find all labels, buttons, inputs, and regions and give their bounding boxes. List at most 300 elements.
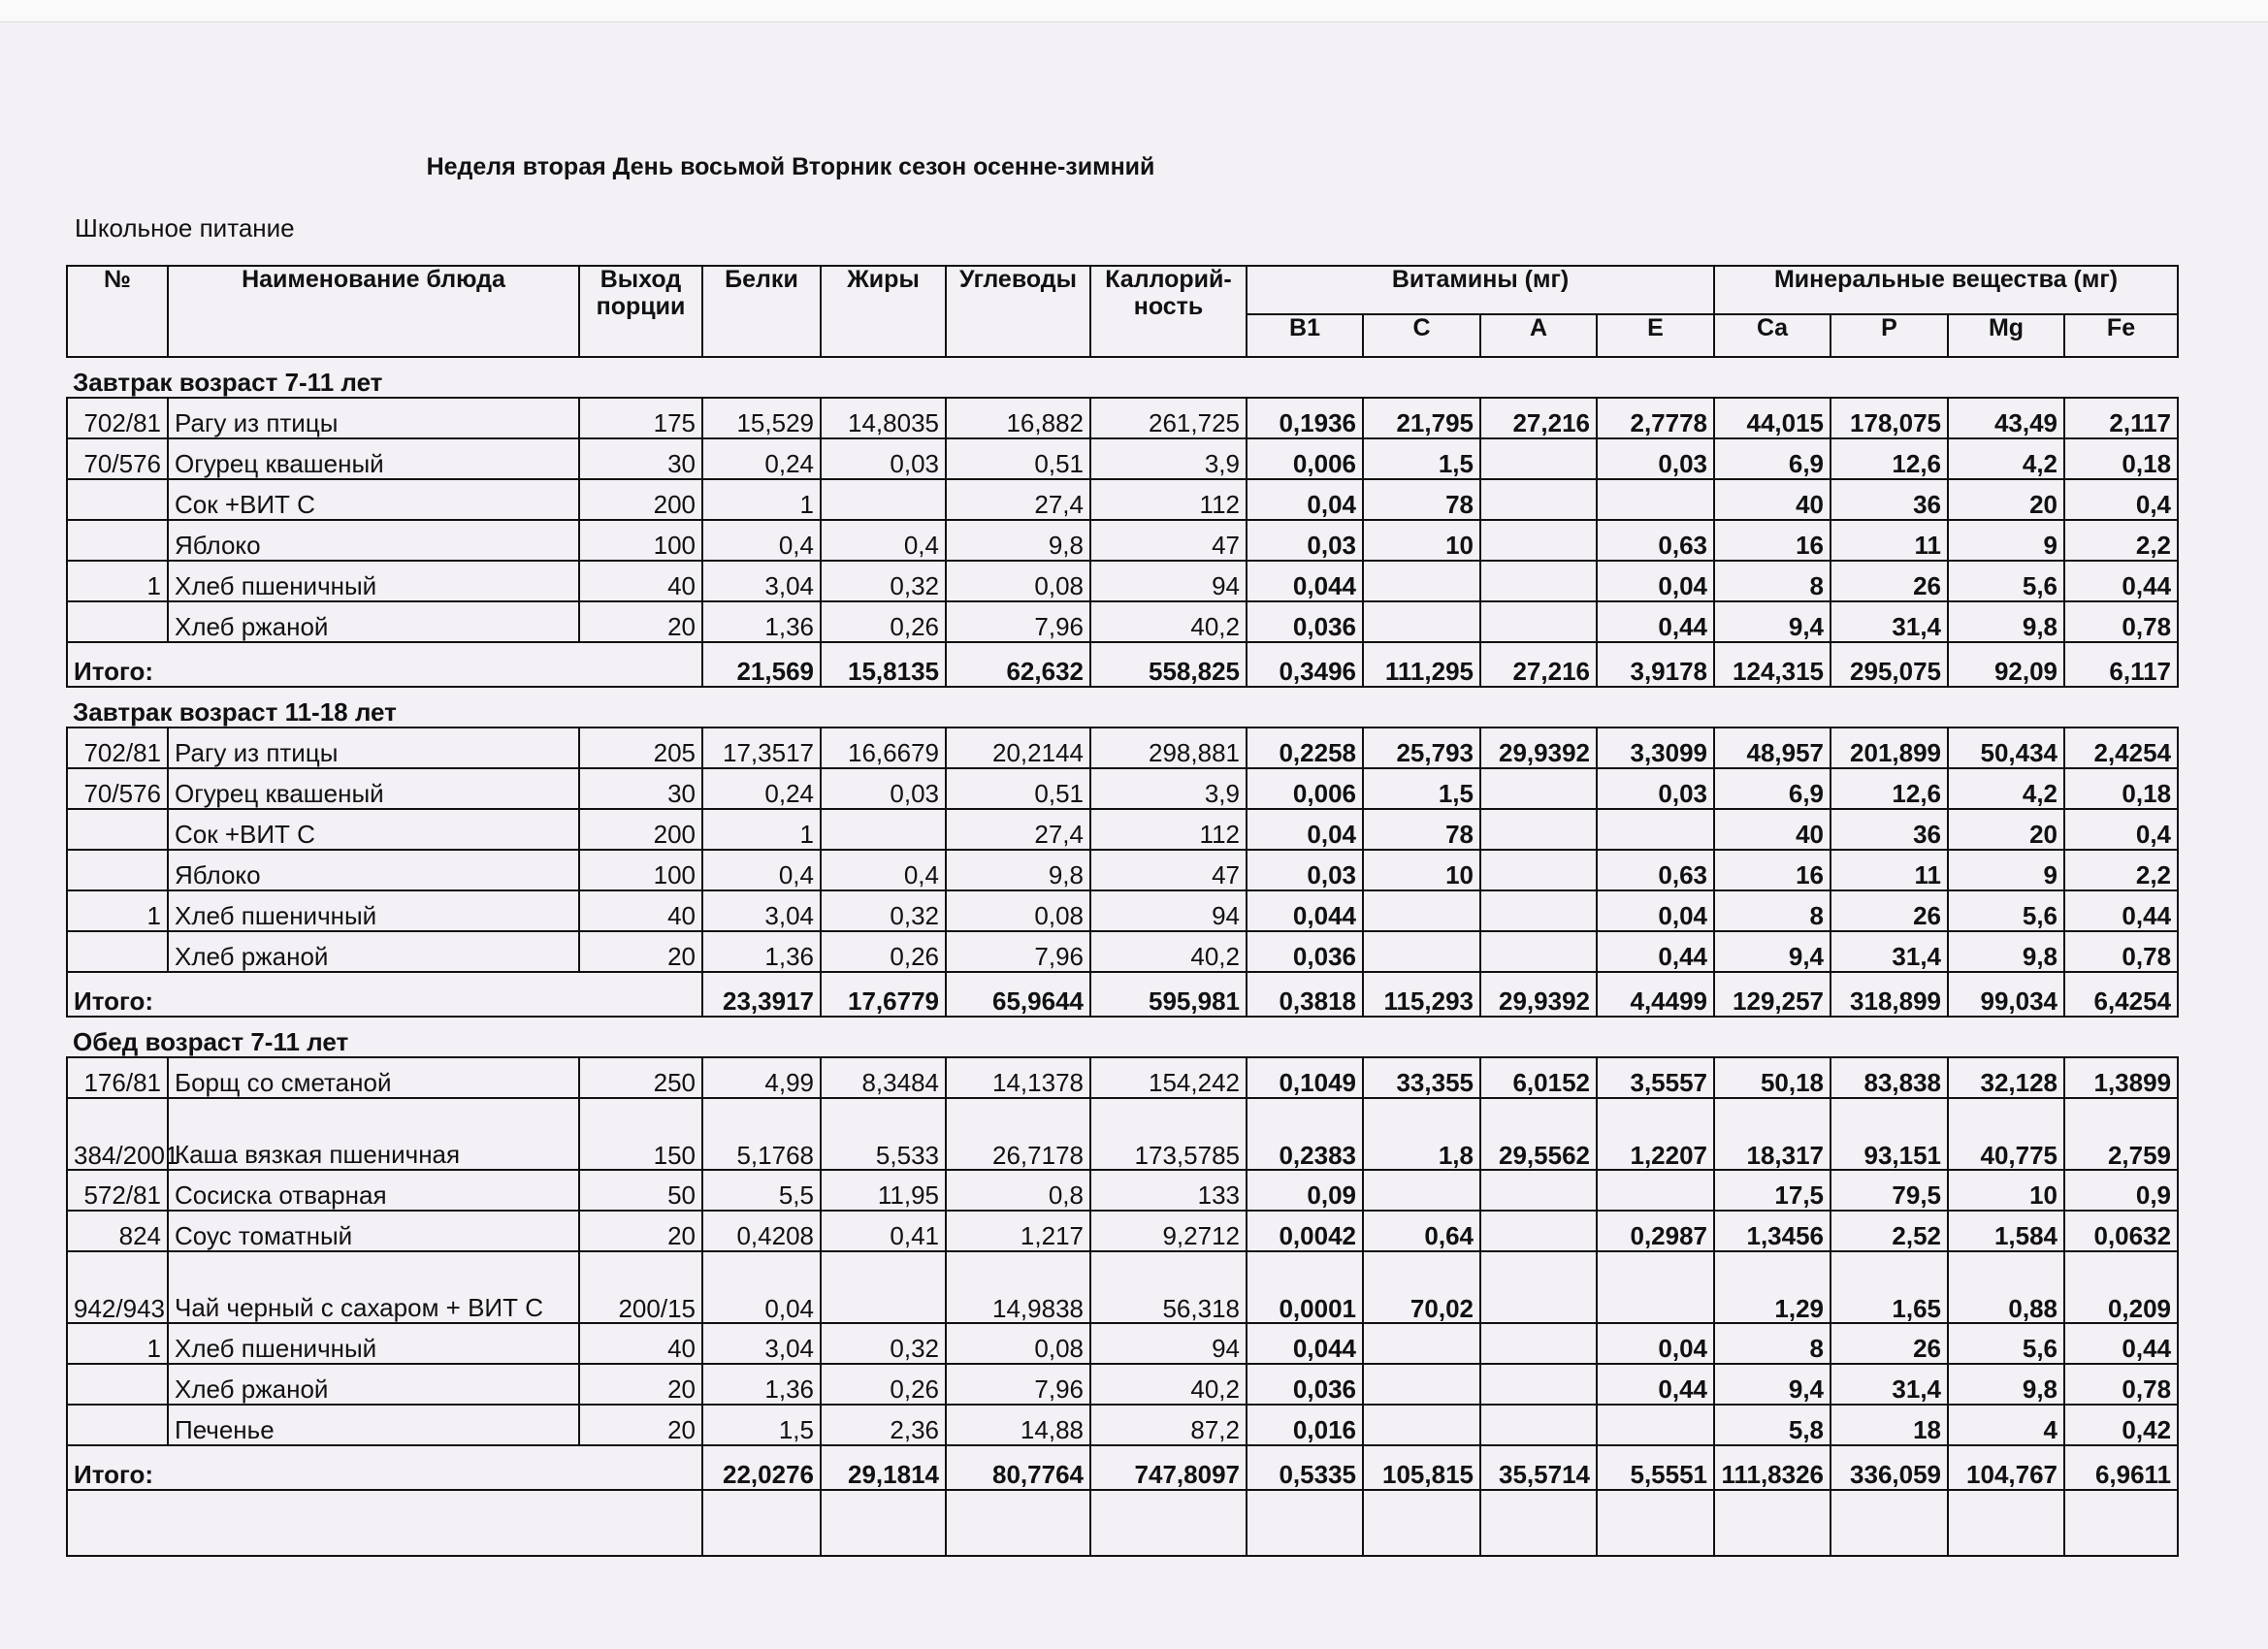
table-cell: 0,04: [1597, 890, 1714, 931]
table-row: [67, 1251, 2178, 1323]
table-cell: 0,18: [2064, 768, 2178, 809]
table-cell: 9,8: [1948, 1364, 2064, 1405]
table-row: [67, 601, 2178, 642]
table-cell: 2,36: [821, 1405, 946, 1445]
table-cell: 0,03: [1247, 520, 1363, 561]
table-cell: 9: [1948, 850, 2064, 890]
dish-name: Чай черный с сахаром + ВИТ С: [168, 1251, 579, 1323]
recipe-number: [67, 931, 168, 972]
total-cell: 5,5551: [1597, 1445, 1714, 1490]
recipe-number: [67, 520, 168, 561]
table-cell: 0,006: [1247, 768, 1363, 809]
dish-name: Сок +ВИТ С: [168, 479, 579, 520]
table-cell: 78: [1363, 809, 1480, 850]
section-title: Завтрак возраст 11-18 лет: [73, 697, 397, 728]
total-cell: 104,767: [1948, 1445, 2064, 1490]
table-cell: 12,6: [1831, 768, 1948, 809]
table-cell: 0,2987: [1597, 1211, 1714, 1251]
table-cell: [1363, 1323, 1480, 1364]
recipe-number: [67, 1364, 168, 1405]
dish-name: Огурец квашеный: [168, 768, 579, 809]
table-cell: 36: [1831, 479, 1948, 520]
table-cell: 3,04: [702, 890, 821, 931]
empty-cell: [1090, 1490, 1247, 1556]
table-cell: 3,3099: [1597, 728, 1714, 768]
table-cell: 0,0042: [1247, 1211, 1363, 1251]
total-cell: 15,8135: [821, 642, 946, 687]
dish-name: Огурец квашеный: [168, 438, 579, 479]
table-cell: 5,533: [821, 1098, 946, 1170]
empty-cell: [1597, 1490, 1714, 1556]
table-cell: 0,2258: [1247, 728, 1363, 768]
table-cell: 3,5557: [1597, 1057, 1714, 1098]
table-cell: 11: [1831, 850, 1948, 890]
total-cell: 6,9611: [2064, 1445, 2178, 1490]
total-cell: 0,3496: [1247, 642, 1363, 687]
table-cell: 78: [1363, 479, 1480, 520]
empty-cell: [1714, 1490, 1831, 1556]
table-cell: 0,04: [702, 1251, 821, 1323]
table-cell: 40: [579, 561, 702, 601]
table-cell: 173,5785: [1090, 1098, 1247, 1170]
table-cell: 83,838: [1831, 1057, 1948, 1098]
table-cell: [1363, 1405, 1480, 1445]
total-cell: 92,09: [1948, 642, 2064, 687]
dish-name: Сок +ВИТ С: [168, 809, 579, 850]
total-cell: 29,9392: [1480, 972, 1597, 1017]
total-cell: 595,981: [1090, 972, 1247, 1017]
table-cell: 0,044: [1247, 1323, 1363, 1364]
recipe-number: 384/2001: [67, 1098, 168, 1170]
table-cell: 20: [579, 1364, 702, 1405]
table-cell: 10: [1948, 1170, 2064, 1211]
table-cell: 87,2: [1090, 1405, 1247, 1445]
table-cell: 0,016: [1247, 1405, 1363, 1445]
table-cell: 0,1049: [1247, 1057, 1363, 1098]
table-cell: 29,5562: [1480, 1098, 1597, 1170]
table-cell: 112: [1090, 809, 1247, 850]
table-cell: 5,6: [1948, 1323, 2064, 1364]
table-cell: [1480, 931, 1597, 972]
table-cell: 0,1936: [1247, 398, 1363, 438]
table-cell: 100: [579, 520, 702, 561]
empty-cell: [1247, 1490, 1363, 1556]
table-cell: 261,725: [1090, 398, 1247, 438]
table-cell: 0,26: [821, 601, 946, 642]
table-cell: 1,29: [1714, 1251, 1831, 1323]
recipe-number: [67, 809, 168, 850]
table-cell: 1,36: [702, 601, 821, 642]
table-cell: 27,4: [946, 809, 1090, 850]
table-cell: 3,04: [702, 561, 821, 601]
table-cell: 0,88: [1948, 1251, 2064, 1323]
empty-cell: [1363, 1490, 1480, 1556]
table-row: [67, 438, 2178, 479]
table-cell: 5,6: [1948, 561, 2064, 601]
table-row: [67, 1211, 2178, 1251]
table-cell: 150: [579, 1098, 702, 1170]
table-cell: 205: [579, 728, 702, 768]
recipe-number: [67, 1405, 168, 1445]
table-cell: 0,03: [821, 438, 946, 479]
table-row: [67, 520, 2178, 561]
table-cell: 6,9: [1714, 438, 1831, 479]
recipe-number: [67, 850, 168, 890]
table-cell: 31,4: [1831, 931, 1948, 972]
table-cell: 0,18: [2064, 438, 2178, 479]
total-cell: 35,5714: [1480, 1445, 1597, 1490]
table-cell: 0,9: [2064, 1170, 2178, 1211]
table-cell: 8: [1714, 1323, 1831, 1364]
table-row: [67, 561, 2178, 601]
table-cell: [821, 809, 946, 850]
section-title: Завтрак возраст 7-11 лет: [73, 368, 383, 398]
total-label: Итого:: [67, 1445, 579, 1490]
table-cell: 6,0152: [1480, 1057, 1597, 1098]
total-cell: 318,899: [1831, 972, 1948, 1017]
total-cell: 29,1814: [821, 1445, 946, 1490]
table-cell: 44,015: [1714, 398, 1831, 438]
table-cell: 40: [1714, 479, 1831, 520]
table-cell: [1363, 601, 1480, 642]
table-row: [67, 1170, 2178, 1211]
table-cell: 26: [1831, 1323, 1948, 1364]
table-cell: [821, 1251, 946, 1323]
table-cell: [1480, 768, 1597, 809]
header-vit-c: C: [1363, 314, 1480, 357]
table-cell: 0,78: [2064, 601, 2178, 642]
table-cell: 20: [1948, 809, 2064, 850]
table-cell: 0,4: [2064, 479, 2178, 520]
table-row: [67, 931, 2178, 972]
table-cell: 0,09: [1247, 1170, 1363, 1211]
table-cell: 7,96: [946, 931, 1090, 972]
header-no: №: [67, 266, 168, 357]
table-cell: 70,02: [1363, 1251, 1480, 1323]
table-cell: 17,5: [1714, 1170, 1831, 1211]
dish-name: Хлеб пшеничный: [168, 1323, 579, 1364]
table-cell: 0,044: [1247, 890, 1363, 931]
recipe-number: 176/81: [67, 1057, 168, 1098]
table-cell: 112: [1090, 479, 1247, 520]
table-cell: 2,2: [2064, 850, 2178, 890]
table-cell: 0,4: [821, 520, 946, 561]
header-minerals: Минеральные вещества (мг): [1714, 266, 2178, 314]
recipe-number: 702/81: [67, 398, 168, 438]
empty-cell: [1831, 1490, 1948, 1556]
table-cell: 0,32: [821, 561, 946, 601]
table-cell: 5,1768: [702, 1098, 821, 1170]
dish-name: Хлеб пшеничный: [168, 890, 579, 931]
table-cell: 14,88: [946, 1405, 1090, 1445]
table-cell: 16: [1714, 850, 1831, 890]
table-cell: 0,44: [1597, 1364, 1714, 1405]
recipe-number: 70/576: [67, 768, 168, 809]
table-cell: [1363, 1364, 1480, 1405]
table-cell: 0,44: [1597, 601, 1714, 642]
total-cell: 6,117: [2064, 642, 2178, 687]
section-title: Обед возраст 7-11 лет: [73, 1027, 349, 1057]
table-cell: 40: [1714, 809, 1831, 850]
table-cell: 0,04: [1597, 1323, 1714, 1364]
table-row: [67, 398, 2178, 438]
table-cell: 27,216: [1480, 398, 1597, 438]
header-vit-a: A: [1480, 314, 1597, 357]
table-cell: 0,08: [946, 561, 1090, 601]
table-cell: 1,36: [702, 1364, 821, 1405]
table-cell: 56,318: [1090, 1251, 1247, 1323]
table-cell: 0,32: [821, 1323, 946, 1364]
table-cell: [1480, 561, 1597, 601]
table-cell: 1,3456: [1714, 1211, 1831, 1251]
total-cell: 0,5335: [1247, 1445, 1363, 1490]
total-blank-cell: [579, 972, 702, 1017]
table-cell: 11: [1831, 520, 1948, 561]
table-cell: 48,957: [1714, 728, 1831, 768]
table-cell: 0,4: [2064, 809, 2178, 850]
table-cell: 15,529: [702, 398, 821, 438]
table-cell: 7,96: [946, 1364, 1090, 1405]
total-cell: 27,216: [1480, 642, 1597, 687]
table-cell: 9,8: [1948, 601, 2064, 642]
table-cell: 0,8: [946, 1170, 1090, 1211]
table-cell: 9,2712: [1090, 1211, 1247, 1251]
total-cell: 129,257: [1714, 972, 1831, 1017]
table-cell: [1480, 1364, 1597, 1405]
total-cell: 22,0276: [702, 1445, 821, 1490]
table-cell: 2,7778: [1597, 398, 1714, 438]
header-vit-e: E: [1597, 314, 1714, 357]
table-cell: 26: [1831, 890, 1948, 931]
header-min-ca: Ca: [1714, 314, 1831, 357]
table-cell: 0,51: [946, 768, 1090, 809]
total-blank-cell: [579, 1445, 702, 1490]
table-cell: 178,075: [1831, 398, 1948, 438]
table-row: [67, 768, 2178, 809]
table-row: [67, 890, 2178, 931]
table-cell: 154,242: [1090, 1057, 1247, 1098]
table-cell: 1: [702, 479, 821, 520]
table-cell: 0,4: [702, 850, 821, 890]
table-cell: 0,44: [2064, 1323, 2178, 1364]
table-cell: [1480, 850, 1597, 890]
recipe-number: 1: [67, 890, 168, 931]
table-cell: 0,44: [2064, 561, 2178, 601]
table-cell: 175: [579, 398, 702, 438]
table-cell: 0,03: [1597, 438, 1714, 479]
table-row: [67, 809, 2178, 850]
table-cell: [1597, 1405, 1714, 1445]
table-cell: 0,44: [1597, 931, 1714, 972]
table-cell: 0,036: [1247, 931, 1363, 972]
table-cell: 0,036: [1247, 601, 1363, 642]
total-cell: 6,4254: [2064, 972, 2178, 1017]
dish-name: Хлеб ржаной: [168, 1364, 579, 1405]
scan-top-edge: [0, 0, 2268, 22]
table-cell: [1480, 1405, 1597, 1445]
table-cell: 14,1378: [946, 1057, 1090, 1098]
table-cell: 32,128: [1948, 1057, 2064, 1098]
table-cell: 11,95: [821, 1170, 946, 1211]
table-cell: 0,24: [702, 768, 821, 809]
header-min-mg: Mg: [1948, 314, 2064, 357]
table-cell: 0,08: [946, 890, 1090, 931]
table-cell: 40,2: [1090, 601, 1247, 642]
table-row: [67, 850, 2178, 890]
dish-name: Яблоко: [168, 850, 579, 890]
table-cell: 0,4208: [702, 1211, 821, 1251]
header-min-p: P: [1831, 314, 1948, 357]
recipe-number: 1: [67, 561, 168, 601]
table-cell: [1480, 1323, 1597, 1364]
table-cell: 1,2207: [1597, 1098, 1714, 1170]
table-cell: 0,63: [1597, 520, 1714, 561]
table-cell: 26: [1831, 561, 1948, 601]
dish-name: Хлеб ржаной: [168, 601, 579, 642]
table-cell: [1597, 479, 1714, 520]
table-cell: 1,217: [946, 1211, 1090, 1251]
table-cell: 40,2: [1090, 931, 1247, 972]
table-cell: 40: [579, 890, 702, 931]
table-cell: 2,2: [2064, 520, 2178, 561]
table-cell: 5,8: [1714, 1405, 1831, 1445]
empty-cell: [946, 1490, 1090, 1556]
table-cell: 2,4254: [2064, 728, 2178, 768]
table-cell: 40,2: [1090, 1364, 1247, 1405]
table-cell: 9,8: [1948, 931, 2064, 972]
table-cell: 21,795: [1363, 398, 1480, 438]
total-cell: 0,3818: [1247, 972, 1363, 1017]
total-cell: 747,8097: [1090, 1445, 1247, 1490]
empty-cell: [2064, 1490, 2178, 1556]
table-cell: 3,04: [702, 1323, 821, 1364]
table-cell: 7,96: [946, 601, 1090, 642]
table-cell: 0,03: [1247, 850, 1363, 890]
total-cell: 4,4499: [1597, 972, 1714, 1017]
section-title-row: [67, 1017, 2178, 1057]
table-cell: 94: [1090, 561, 1247, 601]
table-cell: 4: [1948, 1405, 2064, 1445]
table-cell: [1363, 1170, 1480, 1211]
table-cell: 1,584: [1948, 1211, 2064, 1251]
empty-cell: [1948, 1490, 2064, 1556]
dish-name: Хлеб ржаной: [168, 931, 579, 972]
total-cell: 99,034: [1948, 972, 2064, 1017]
table-cell: 17,3517: [702, 728, 821, 768]
table-cell: 3,9: [1090, 768, 1247, 809]
table-cell: 25,793: [1363, 728, 1480, 768]
table-cell: 0,26: [821, 931, 946, 972]
table-cell: 0,51: [946, 438, 1090, 479]
table-cell: 9,8: [946, 520, 1090, 561]
table-cell: [1363, 890, 1480, 931]
nutrition-table: [66, 265, 2179, 1557]
table-cell: 0,209: [2064, 1251, 2178, 1323]
header-fat: Жиры: [821, 266, 946, 357]
total-cell: 62,632: [946, 642, 1090, 687]
table-cell: 4,99: [702, 1057, 821, 1098]
table-cell: 14,8035: [821, 398, 946, 438]
table-cell: [1480, 479, 1597, 520]
table-body: [67, 357, 2178, 1556]
table-cell: 27,4: [946, 479, 1090, 520]
table-cell: 0,036: [1247, 1364, 1363, 1405]
table-cell: 200: [579, 479, 702, 520]
table-cell: 16,882: [946, 398, 1090, 438]
table-cell: 0,08: [946, 1323, 1090, 1364]
table-cell: 29,9392: [1480, 728, 1597, 768]
table-cell: 47: [1090, 850, 1247, 890]
header-min-fe: Fe: [2064, 314, 2178, 357]
total-label: Итого:: [67, 642, 579, 687]
table-cell: 0,04: [1247, 479, 1363, 520]
total-blank-cell: [579, 642, 702, 687]
dish-name: Соус томатный: [168, 1211, 579, 1251]
table-cell: 0,044: [1247, 561, 1363, 601]
table-cell: 10: [1363, 850, 1480, 890]
table-cell: 0,006: [1247, 438, 1363, 479]
empty-cell: [1480, 1490, 1597, 1556]
table-cell: 8: [1714, 890, 1831, 931]
table-cell: 0,78: [2064, 931, 2178, 972]
table-cell: 0,42: [2064, 1405, 2178, 1445]
empty-cell: [67, 1490, 702, 1556]
table-cell: [1480, 520, 1597, 561]
table-cell: 0,04: [1247, 809, 1363, 850]
empty-cell: [821, 1490, 946, 1556]
table-cell: 0,26: [821, 1364, 946, 1405]
total-row: [67, 972, 2178, 1017]
header-vit-b1: B1: [1247, 314, 1363, 357]
total-cell: 21,569: [702, 642, 821, 687]
total-cell: 3,9178: [1597, 642, 1714, 687]
table-cell: 1,3899: [2064, 1057, 2178, 1098]
page-subtitle: Школьное питание: [75, 213, 295, 242]
table-cell: 30: [579, 768, 702, 809]
table-cell: 50,18: [1714, 1057, 1831, 1098]
table-cell: 201,899: [1831, 728, 1948, 768]
table-cell: 100: [579, 850, 702, 890]
dish-name: Рагу из птицы: [168, 398, 579, 438]
table-cell: 2,117: [2064, 398, 2178, 438]
table-cell: 0,03: [1597, 768, 1714, 809]
table-cell: 0,64: [1363, 1211, 1480, 1251]
empty-row: [67, 1490, 2178, 1556]
table-cell: 1,65: [1831, 1251, 1948, 1323]
table-cell: 8: [1714, 561, 1831, 601]
table-cell: 18: [1831, 1405, 1948, 1445]
dish-name: Печенье: [168, 1405, 579, 1445]
recipe-number: 572/81: [67, 1170, 168, 1211]
table-cell: 3,9: [1090, 438, 1247, 479]
table-cell: 40,775: [1948, 1098, 2064, 1170]
table-cell: [1480, 809, 1597, 850]
table-cell: [1480, 890, 1597, 931]
table-cell: 94: [1090, 1323, 1247, 1364]
dish-name: Яблоко: [168, 520, 579, 561]
section-title-row: [67, 687, 2178, 728]
table-cell: 250: [579, 1057, 702, 1098]
table-cell: 200: [579, 809, 702, 850]
header-vitamins: Витамины (мг): [1247, 266, 1714, 314]
table-cell: [1480, 438, 1597, 479]
table-cell: [821, 479, 946, 520]
table-cell: [1597, 809, 1714, 850]
total-cell: 23,3917: [702, 972, 821, 1017]
total-cell: 558,825: [1090, 642, 1247, 687]
table-cell: [1363, 561, 1480, 601]
total-cell: 111,295: [1363, 642, 1480, 687]
